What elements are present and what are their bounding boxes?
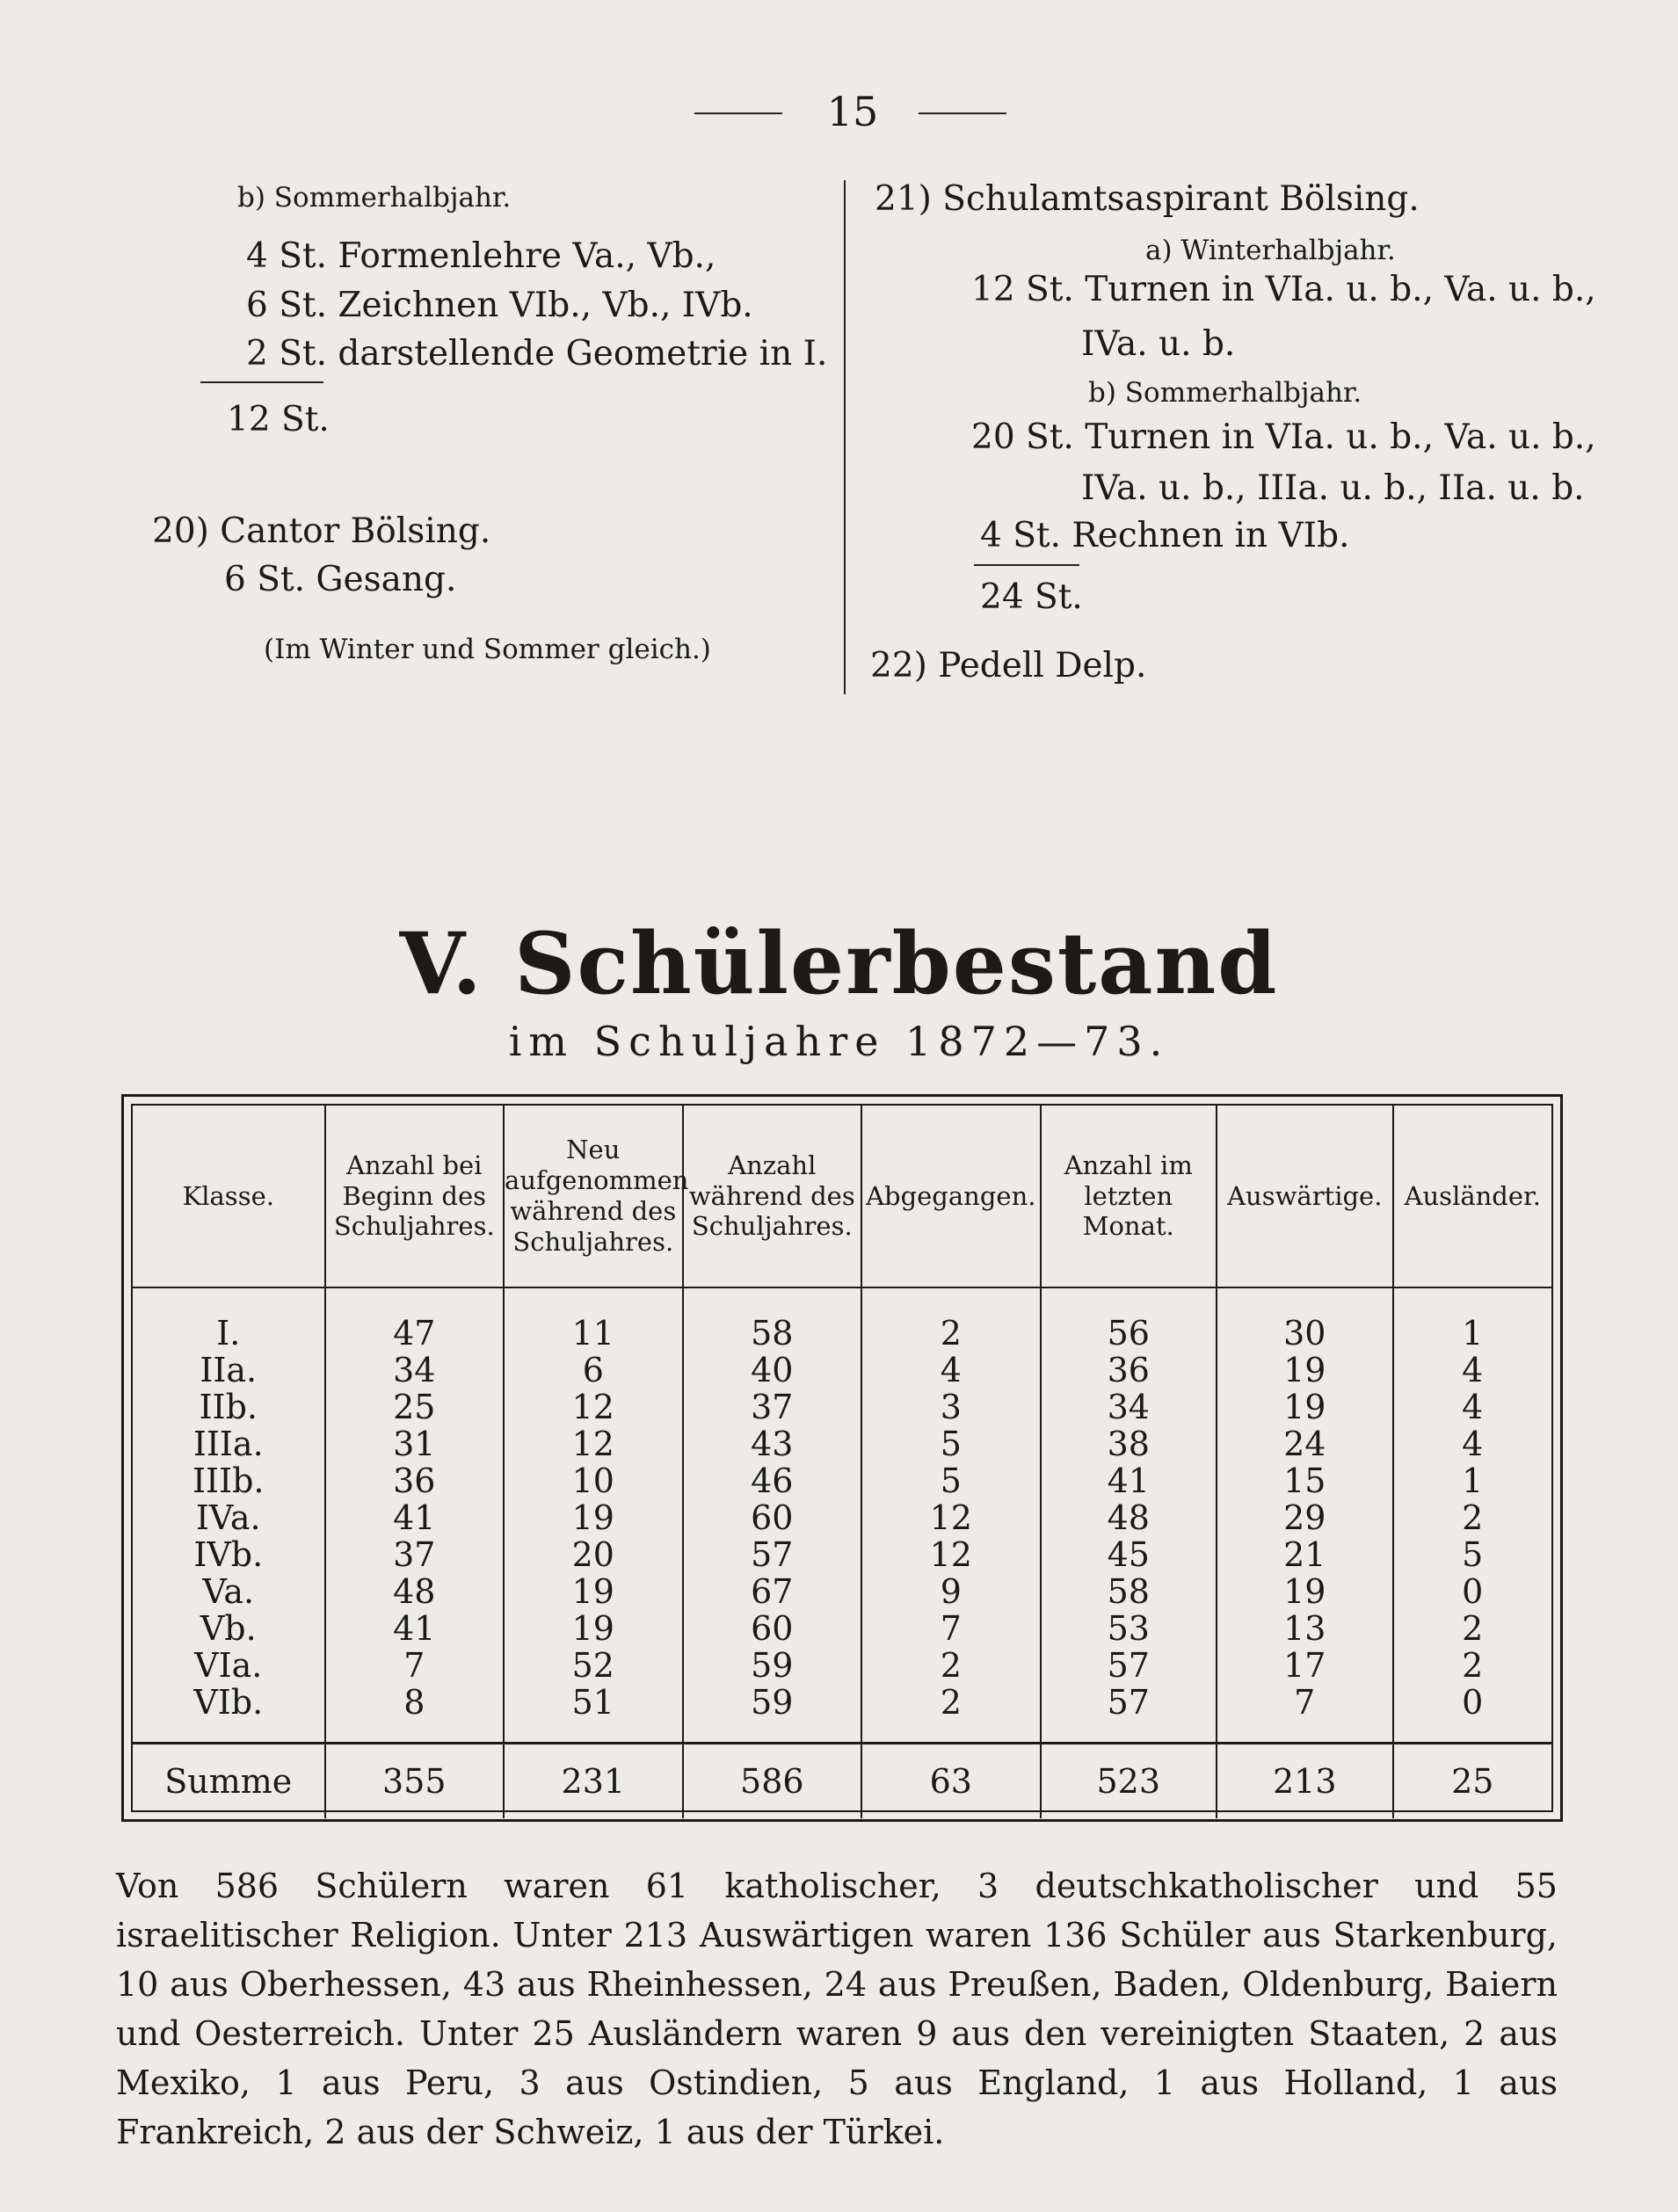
student-table-inner [131,1104,1553,1812]
table-cell: 7 [1217,1684,1392,1744]
table-cell: 9 [861,1573,1041,1610]
table-cell: 19 [504,1499,683,1536]
table-cell: 19 [1217,1352,1392,1389]
table-cell: 7 [325,1647,505,1684]
table-cell: 19 [504,1573,683,1610]
table-row [133,1536,1551,1573]
table-cell: 58 [683,1287,862,1352]
table-cell: 8 [325,1684,505,1744]
class-label-cell: IVb. [193,1535,264,1574]
table-cell: 60 [683,1499,862,1536]
entry-20-note: (Im Winter und Sommer gleich.) [264,634,711,665]
table-cell: 57 [1041,1684,1217,1744]
column-divider [844,180,846,694]
right-b-line-1: 20 St. Turnen in VIa. u. b., Va. u. b., [971,417,1596,457]
table-cell: 25 [325,1389,505,1425]
table-cell: 37 [325,1536,505,1573]
left-total: 12 St. [227,400,330,439]
table-cell: 59 [683,1684,862,1744]
table-cell: 0 [1393,1573,1552,1610]
student-table [133,1106,1551,1818]
table-cell: 56 [1041,1287,1217,1352]
table-cell: 7 [861,1610,1041,1647]
sum-label-cell: Summe [133,1744,325,1819]
table-cell: 2 [1393,1610,1552,1647]
table-cell: 29 [1217,1499,1392,1536]
table-row [133,1389,1551,1425]
footnote: Von 586 Schülern waren 61 katholischer, 3 deutschkatholischer und 55 israelitischer Religion. Unter 213 Auswärtigen waren 136 Schüler aus Starkenburg, 10 aus Oberhessen, 43 aus Rheinhessen, 24 aus Preußen, Baden, Oldenburg, Baiern und Oesterreich. Unter 25 Ausländern waren 9 aus den vereinigten Staaten, 2 aus Mexiko, 1 aus Peru, 3 aus Ostindien, 5 aus England, 1 aus Holland, 1 aus Frankreich, 2 aus der Schweiz, 1 aus der Türkei. [116,1867,1558,2151]
table-cell: 57 [683,1536,862,1573]
table-cell: 2 [1393,1499,1552,1536]
class-label-cell: Vb. [200,1609,257,1648]
table-cell: 19 [504,1610,683,1647]
right-a-heading: a) Winterhalbjahr. [1145,235,1396,266]
right-b-line-2: IVa. u. b., IIIa. u. b., IIa. u. b. [1081,468,1585,508]
table-cell: 10 [504,1462,683,1499]
table-cell: 20 [504,1536,683,1573]
table-cell: 21 [1217,1536,1392,1573]
table-cell: 12 [504,1425,683,1462]
class-label-cell: VIa. [194,1646,263,1685]
table-cell: 3 [861,1389,1041,1425]
section-title: V. Schülerbestand [399,914,1279,1013]
column-header: Anzahl bei Beginn des Schuljahres. [325,1106,505,1287]
table-row [133,1499,1551,1536]
class-label-cell: IIa. [200,1351,258,1389]
table-cell: 19 [1217,1389,1392,1425]
column-header: Ausländer. [1393,1106,1552,1287]
right-total: 24 St. [980,577,1083,617]
left-sum-rule [200,381,323,383]
class-label-cell: IIb. [199,1388,258,1426]
table-cell: 5 [861,1425,1041,1462]
table-cell: 1 [1393,1462,1552,1499]
table-row [133,1684,1551,1744]
table-cell: 59 [683,1647,862,1684]
table-cell: 52 [504,1647,683,1684]
table-cell: 45 [1041,1536,1217,1573]
table-cell: 36 [325,1462,505,1499]
sum-cell: 355 [325,1744,505,1819]
right-b-line-3: 4 St. Rechnen in VIb. [980,516,1350,555]
table-header-row [133,1106,1551,1287]
table-cell: 60 [683,1610,862,1647]
table-cell: 17 [1217,1647,1392,1684]
table-head [133,1106,1551,1287]
entry-20-line: 6 St. Gesang. [224,560,457,599]
sum-cell: 25 [1393,1744,1552,1819]
table-cell: 30 [1217,1287,1392,1352]
right-a-line-2: IVa. u. b. [1081,324,1236,364]
table-cell: 1 [1393,1287,1552,1352]
table-row [133,1352,1551,1389]
left-b-heading: b) Sommerhalbjahr. [237,182,512,214]
table-cell: 19 [1217,1573,1392,1610]
column-header: Anzahl im letzten Monat. [1041,1106,1217,1287]
table-cell: 4 [1393,1389,1552,1425]
table-row [133,1425,1551,1462]
table-cell: 57 [1041,1647,1217,1684]
entry-22-label: 22) Pedell Delp. [870,646,1147,685]
table-cell: 2 [1393,1647,1552,1684]
sum-cell: 63 [861,1744,1041,1819]
table-cell: 37 [683,1389,862,1425]
table-cell: 24 [1217,1425,1392,1462]
table-cell: 2 [861,1287,1041,1352]
right-a-line-1: 12 St. Turnen in VIa. u. b., Va. u. b., [971,270,1596,309]
header-rule-left [694,112,782,114]
table-row [133,1573,1551,1610]
table-row [133,1647,1551,1684]
table-cell: 41 [325,1499,505,1536]
table-cell: 47 [325,1287,505,1352]
table-cell: 4 [861,1352,1041,1389]
class-label-cell: IIIb. [192,1461,265,1500]
sum-row [133,1744,1551,1819]
class-label-cell: VIb. [193,1683,264,1722]
right-b-heading: b) Sommerhalbjahr. [1088,377,1362,409]
section-subtitle: im Schuljahre 1872—73. [508,1018,1170,1065]
table-body [133,1287,1551,1744]
table-cell: 58 [1041,1573,1217,1610]
table-cell: 5 [1393,1536,1552,1573]
table-row [133,1610,1551,1647]
page-number: 15 [826,88,879,135]
table-cell: 53 [1041,1610,1217,1647]
entry-20-label: 20) Cantor Bölsing. [152,511,491,551]
table-cell: 34 [325,1352,505,1389]
table-cell: 11 [504,1287,683,1352]
table-cell: 48 [325,1573,505,1610]
left-line-3: 2 St. darstellende Geometrie in I. [246,334,828,374]
table-foot [133,1744,1551,1819]
student-table-frame [121,1094,1563,1822]
table-cell: 34 [1041,1389,1217,1425]
table-cell: 5 [861,1462,1041,1499]
table-cell: 48 [1041,1499,1217,1536]
table-cell: 38 [1041,1425,1217,1462]
sum-cell: 523 [1041,1744,1217,1819]
table-row [133,1287,1551,1352]
table-cell: 40 [683,1352,862,1389]
sum-cell: 231 [504,1744,683,1819]
table-cell: 4 [1393,1425,1552,1462]
table-cell: 41 [325,1610,505,1647]
table-cell: 0 [1393,1684,1552,1744]
page-header [0,88,1678,141]
table-cell: 2 [861,1684,1041,1744]
table-row [133,1462,1551,1499]
table-cell: 13 [1217,1610,1392,1647]
left-line-1: 4 St. Formenlehre Va., Vb., [246,236,716,276]
header-rule-right [919,112,1006,114]
table-cell: 41 [1041,1462,1217,1499]
table-cell: 12 [504,1389,683,1425]
table-cell: 46 [683,1462,862,1499]
table-cell: 31 [325,1425,505,1462]
table-cell: 12 [861,1536,1041,1573]
table-cell: 36 [1041,1352,1217,1389]
column-header: Anzahl während des Schuljahres. [683,1106,862,1287]
table-cell: 43 [683,1425,862,1462]
table-cell: 67 [683,1573,862,1610]
table-cell: 4 [1393,1352,1552,1389]
class-label-cell: IIIa. [192,1425,264,1463]
column-header: Neu aufgenommen während des Schuljahres. [504,1106,683,1287]
left-line-2: 6 St. Zeichnen VIb., Vb., IVb. [246,286,753,325]
table-cell: 2 [861,1647,1041,1684]
table-cell: 15 [1217,1462,1392,1499]
table-cell: 12 [861,1499,1041,1536]
class-label-cell: I. [216,1314,241,1353]
right-sum-rule [974,564,1079,566]
sum-cell: 213 [1217,1744,1392,1819]
sum-cell: 586 [683,1744,862,1819]
column-header: Auswärtige. [1217,1106,1392,1287]
class-label-cell: IVa. [195,1498,261,1537]
entry-21-label: 21) Schulamtsaspirant Bölsing. [875,179,1420,219]
column-header: Abgegangen. [861,1106,1041,1287]
table-cell: 51 [504,1684,683,1744]
table-cell: 6 [504,1352,683,1389]
column-header: Klasse. [133,1106,325,1287]
class-label-cell: Va. [202,1572,255,1611]
